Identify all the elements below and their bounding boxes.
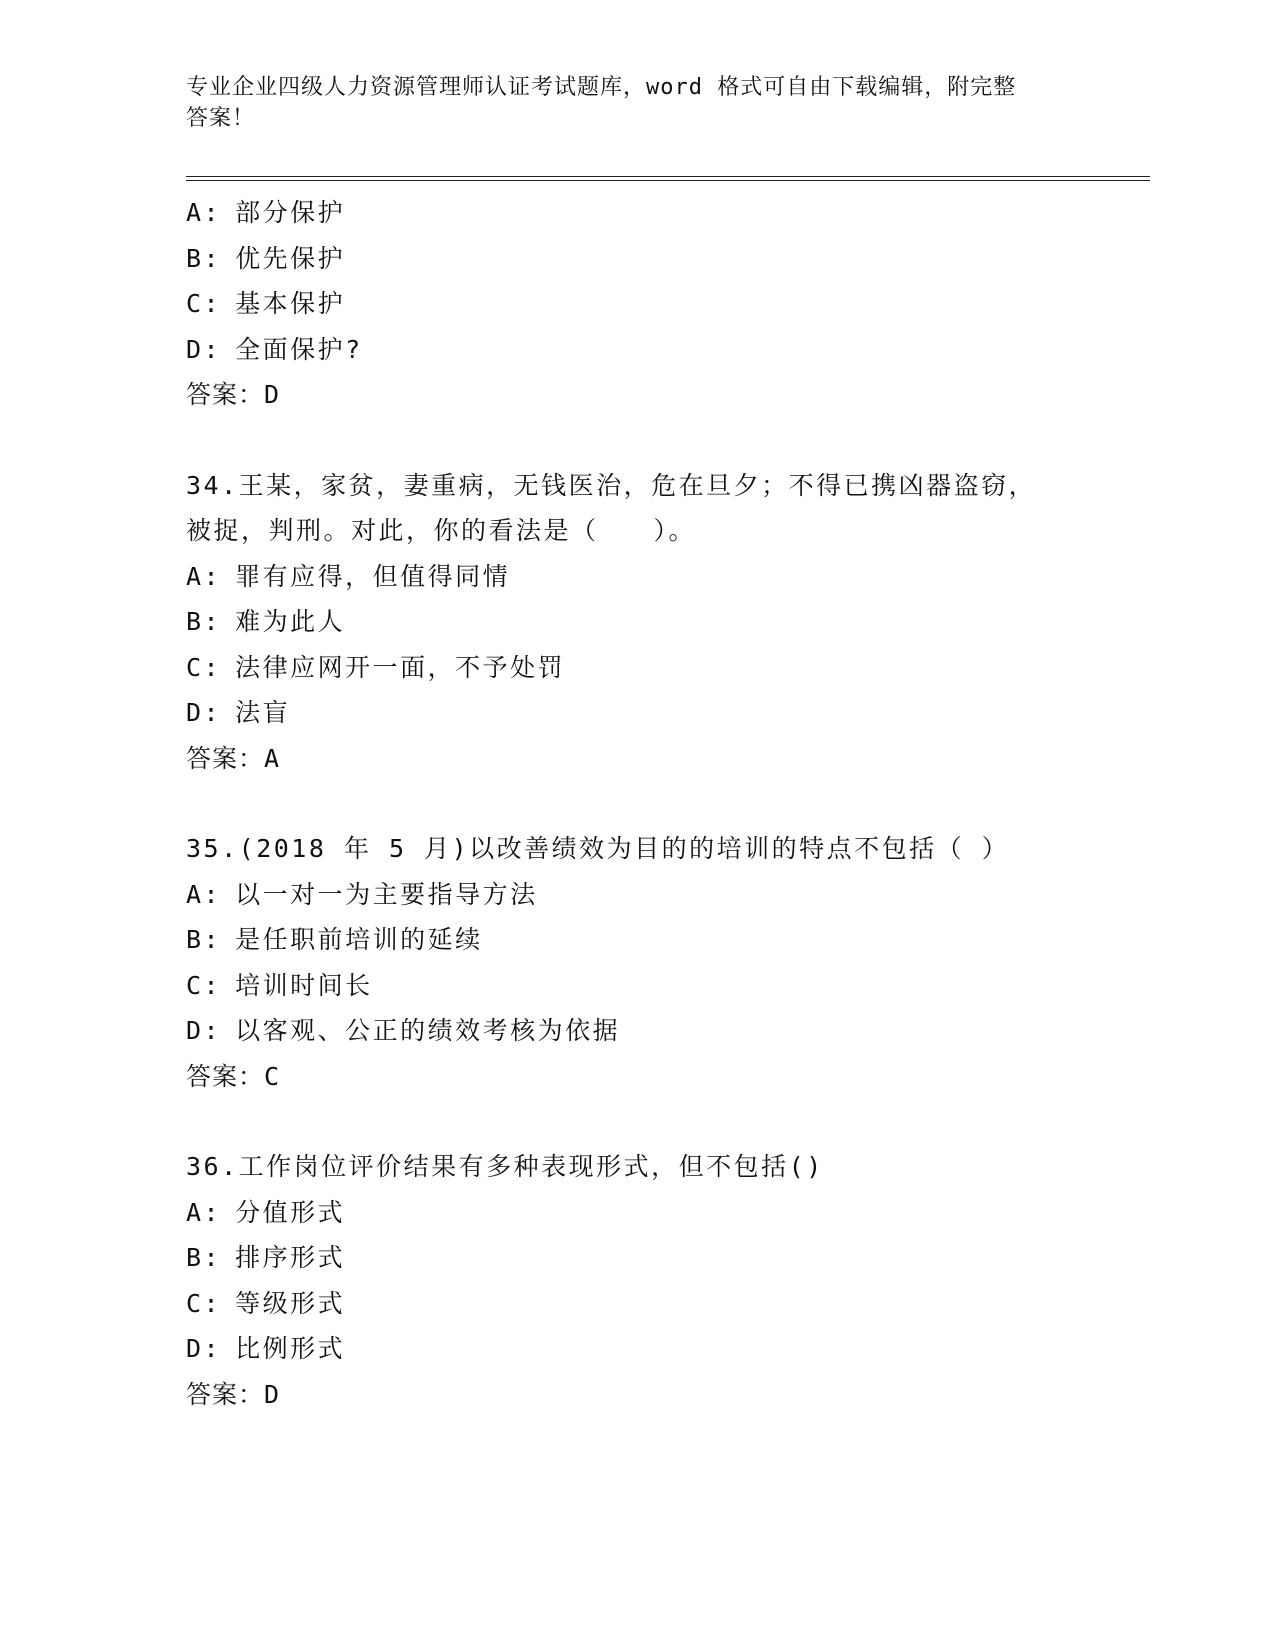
option-d: D: 法盲 [186, 698, 291, 727]
option-b: B: 优先保护 [186, 243, 346, 273]
option-b: B: 排序形式 [186, 1243, 346, 1272]
option-c: C: 基本保护 [186, 289, 346, 318]
header-divider-top [186, 176, 1150, 177]
option-d: D: 以客观、公正的绩效考核为依据 [186, 1016, 621, 1045]
question-text: 36.工作岗位评价结果有多种表现形式，但不包括() [186, 1152, 824, 1181]
question-list [186, 190, 1150, 1417]
option-a: A: 分值形式 [186, 1197, 346, 1227]
question-block-36 [186, 1144, 1150, 1417]
option-a: A: 部分保护 [186, 198, 346, 227]
option-d: D: 比例形式 [186, 1334, 346, 1363]
answer-line: 答案：D [186, 380, 281, 409]
option-c: C: 等级形式 [186, 1288, 346, 1318]
option-a: A: 以一对一为主要指导方法 [186, 879, 538, 909]
header-line-2: 答案！ [186, 106, 256, 131]
answer-line: 答案：A [186, 743, 281, 773]
option-b: B: 是任职前培训的延续 [186, 925, 483, 954]
option-a: A: 罪有应得，但值得同情 [186, 561, 511, 591]
question-text: 35.(2018 年 5 月)以改善绩效为目的的培训的特点不包括（ ） [186, 834, 1010, 863]
header-line-1: 专业企业四级人力资源管理师认证考试题库，word 格式可自由下载编辑，附完整 [186, 75, 1017, 100]
answer-line: 答案：C [186, 1061, 281, 1091]
option-b: B: 难为此人 [186, 607, 346, 636]
question-block-35 [186, 826, 1150, 1099]
option-c: C: 培训时间长 [186, 970, 373, 1000]
question-block-33 [186, 190, 1150, 418]
question-block-34 [186, 463, 1150, 782]
document-header [186, 72, 1086, 134]
question-text: 34.王某，家贫，妻重病，无钱医治，危在旦夕；不得已携凶器盗窃， 被捉，判刑。对此，你的看法是（ ）。 [186, 470, 1037, 545]
option-c: C: 法律应网开一面，不予处罚 [186, 652, 566, 682]
header-divider-bottom [186, 180, 1150, 181]
option-d: D: 全面保护? [186, 334, 363, 364]
answer-line: 答案：D [186, 1379, 281, 1409]
